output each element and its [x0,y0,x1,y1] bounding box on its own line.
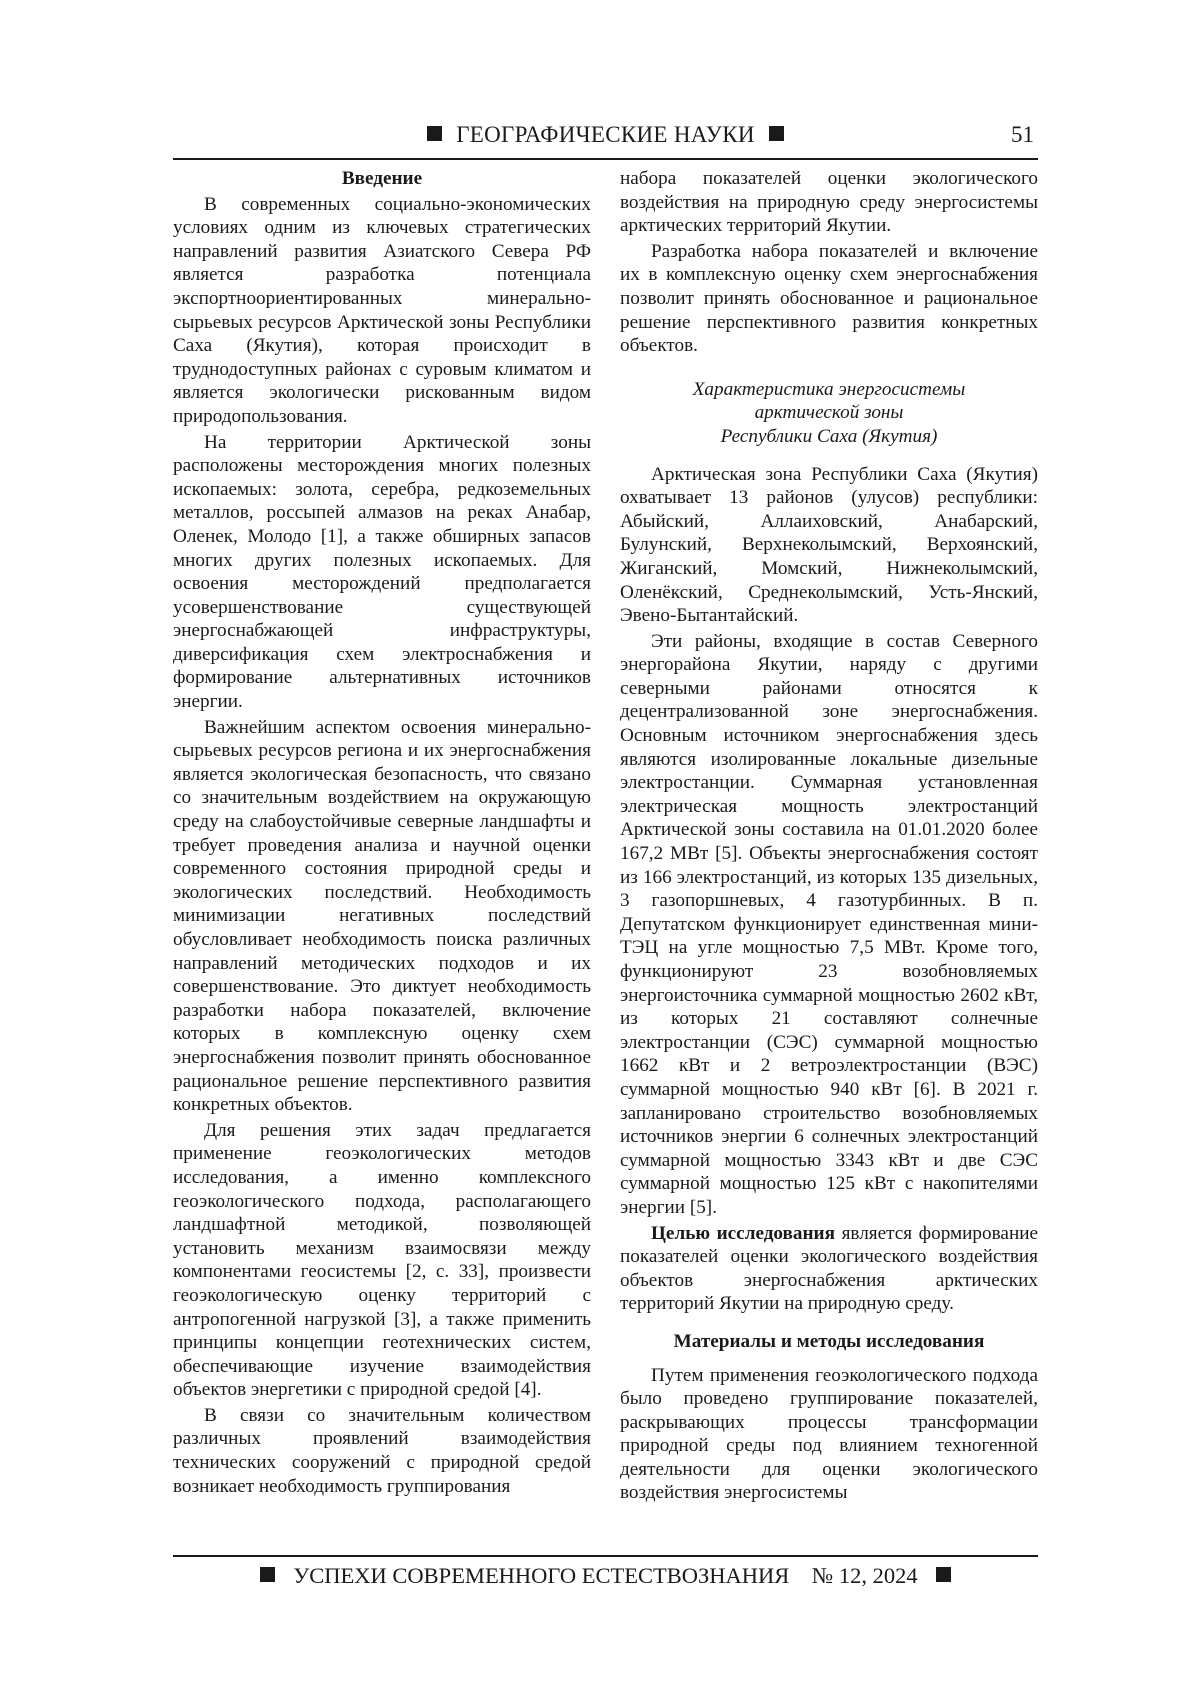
subsection-heading-line: Республики Саха (Якутия) [720,425,938,447]
running-header [173,118,1038,160]
square-bullet-icon [936,1567,951,1582]
right-column [620,167,1038,1505]
subsection-heading [620,378,1038,449]
continued-paragraph: набора показателей оценки экологического воздействия на природную среду энергосистемы арктических территорий Якутии. [620,168,1038,237]
body-paragraph: В современных социально-экономических условиях одним из ключевых стратегических направлений развития Азиатского Севера РФ является разработка потенциала экспортноориентированных минерально-сырьевых ресурсов Арктической зоны Республики Саха (Якутия), которая происходит в труднодоступных районах с суровым климатом и является экологически рискованным видом природопользования. [173,193,591,427]
body-paragraph: На территории Арктической зоны расположены месторождения многих полезных ископаемых: золота, серебра, редкоземельных металлов, россыпей алмазов на реках Анабар, Оленек, Молодо [1], а также обширных запасов многих других полезных ископаемых. Для освоения месторождений предполагается усовершенствование существующей энергоснабжающей инфраструктуры, диверсификация схем электроснабжения и формирование альтернативных источников энергии. [173,431,591,713]
body-paragraph: В связи со значительным количеством различных проявлений взаимодействия технических сооружений с природной средой возникает необходимость группирования [173,1404,591,1497]
body-paragraph: Путем применения геоэкологического подхода было проведено группирование показателей, раскрывающих процессы трансформации природной среды под влиянием техногенной деятельности для оценки экологического воздействия энергосистемы [620,1364,1038,1504]
body-paragraph: Разработка набора показателей и включение их в комплексную оценку схем энергоснабжения позволит принять обоснованное и рациональное решение перспективного развития конкретных объектов. [620,240,1038,357]
body-paragraph: Арктическая зона Республики Саха (Якутия) охватывает 13 районов (улусов) республики: Абыйский, Аллаиховский, Анабарский, Булунский, Верхнеколымский, Верхоянский, Жиганский, Момский, Нижнеколымский, Оленёкский, Среднеколымский, Усть-Янский, Эвено-Бытантайский. [620,463,1038,627]
issue-number: № 12, 2024 [811,1563,918,1588]
body-paragraph: Важнейшим аспектом освоения минерально-сырьевых ресурсов региона и их энергоснабжения является экологическая безопасность, что связано со значительным воздействием на окружающую среду на слабоустойчивые северные ландшафты и требует проведения анализа и научной оценки современного состояния природной среды и экологических последствий. Необходимость минимизации негативных последствий обусловливает необходимость поиска различных направлений методических подходов и их совершенствование. Это диктует необходимость разработки набора показателей, включение которых в комплексную оценку схем энергоснабжения позволит принять обоснованное рациональное решение перспективного развития конкретных объектов. [173,716,591,1116]
running-footer [173,1555,1038,1599]
journal-title: УСПЕХИ СОВРЕМЕННОГО ЕСТЕСТВОЗНАНИЯ [293,1563,790,1588]
section-title: ГЕОГРАФИЧЕСКИЕ НАУКИ [456,122,755,147]
square-bullet-icon [260,1567,275,1582]
aim-text: является формирование показателей оценки экологического воздействия объектов энергоснабжения арктических территорий Якутии на природную среду. [620,1222,1038,1315]
aim-paragraph [620,1222,1038,1316]
body-paragraph: Эти районы, входящие в состав Северного энергорайона Якутии, наряду с другими северными районами относятся к децентрализованной зоне энергоснабжения. Основным источником энергоснабжения здесь являются изолированные локальные дизельные электростанции. Суммарная установленная электрическая мощность электростанций Арктической зоны составила на 01.01.2020 более 167,2 МВт [5]. Объекты энергоснабжения состоят из 166 электростанций, из которых 135 дизельных, 3 газопоршневых, 4 газотурбинных. В п. Депутатском функционирует единственная мини-ТЭЦ на угле мощностью 7,5 МВт. Кроме того, функционируют 23 возобновляемых энергоисточника суммарной мощностью 2602 кВт, из которых 21 составляют солнечные электростанции (СЭС) суммарной мощностью 1662 кВт и 2 ветроэлектростанции (ВЭС) суммарной мощностью 940 кВт [6]. В 2021 г. запланировано строительство возобновляемых источников энергии 6 солнечных электростанций суммарной мощностью 3343 кВт и две СЭС суммарной мощностью 125 кВт с накопителями энергии [5]. [620,630,1038,1218]
page-number: 51 [1011,122,1034,147]
subsection-heading-line: арктической зоны [754,402,904,424]
square-bullet-icon [427,126,442,141]
methods-heading: Материалы и методы исследования [673,1330,985,1352]
body-paragraph: Для решения этих задач предлагается применение геоэкологических методов исследования, а именно комплексного геоэкологического подхода, располагающего ландшафтной методикой, позволяющей установить механизм взаимосвязи между компонентами геосистемы [2, с. 33], произвести геоэкологическую оценку территорий с антропогенной нагрузкой [3], а также применить принципы концепции геотехнических систем, обеспечивающие изучение взаимодействия объектов энергетики с природной средой [4]. [173,1119,591,1401]
intro-heading: Введение [341,168,423,189]
subsection-heading-line: Характеристика энергосистемы [692,378,966,400]
section-title-block [173,122,1038,148]
left-column [173,167,591,1498]
square-bullet-icon [769,126,784,141]
aim-bold-lead: Целью исследования [651,1222,835,1244]
